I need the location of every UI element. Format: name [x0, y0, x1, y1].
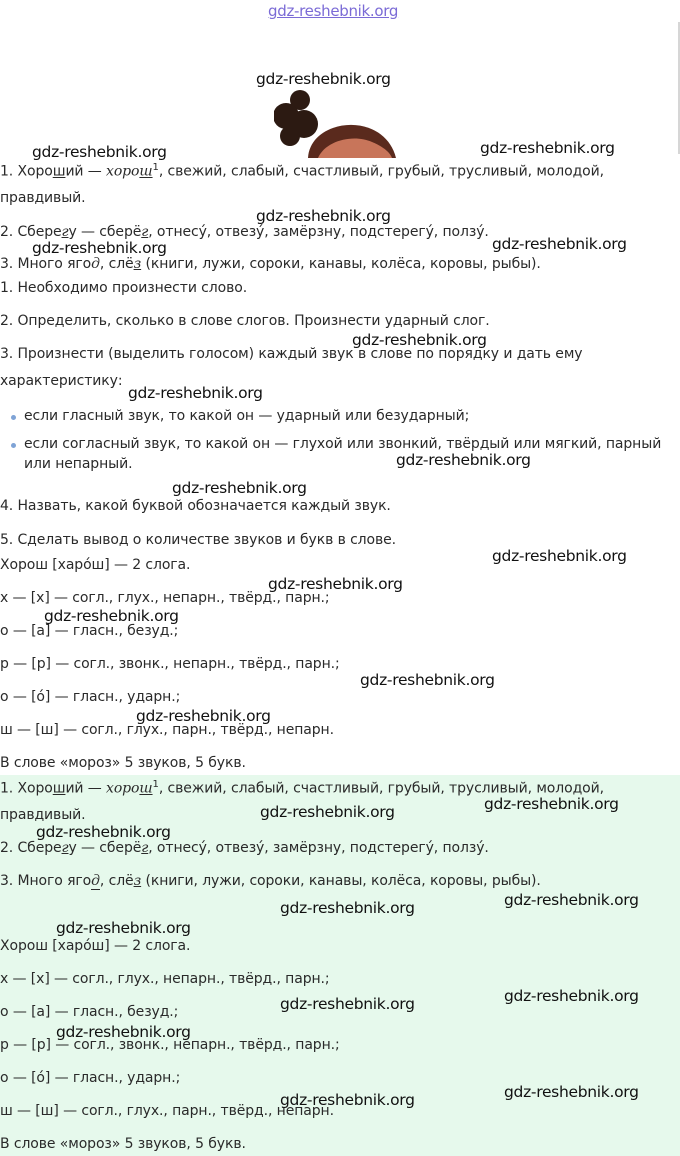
answer-line-1b: правдивый.: [0, 190, 86, 206]
watermark: gdz-reshebnik.org: [396, 451, 531, 469]
watermark: gdz-reshebnik.org: [352, 331, 487, 349]
watermark: gdz-reshebnik.org: [32, 239, 167, 257]
analysis-line: х — [х] — согл., глух., непарн., твёрд., парн.;: [0, 971, 330, 987]
watermark: gdz-reshebnik.org: [280, 995, 415, 1013]
analysis-line: о — [а] — гласн., безуд.;: [0, 623, 179, 639]
watermark: gdz-reshebnik.org: [128, 384, 263, 402]
watermark: gdz-reshebnik.org: [36, 823, 171, 841]
analysis-line: р — [р] — согл., звонк., непарн., твёрд., парн.;: [0, 1037, 340, 1053]
watermark: gdz-reshebnik.org: [256, 70, 391, 88]
watermark: gdz-reshebnik.org: [492, 547, 627, 565]
analysis-heading: Хорош [харо́ш] — 2 слога.: [0, 938, 191, 954]
watermark: gdz-reshebnik.org: [484, 795, 619, 813]
answer-line-1: 1. Хороший — хорош$^1$, свежий, слабый, счастливый, грубый, трусливый, молодой,: [0, 779, 604, 797]
answer-line-2: 2. Сберегу — сберёг, отнесу́, отвезу́, замёрзну, подстерегу́, ползу́.: [0, 840, 489, 856]
bullet-2-cont: или непарный.: [24, 456, 133, 472]
analysis-line: о — [а] — гласн., безуд.;: [0, 1004, 179, 1020]
watermark: gdz-reshebnik.org: [172, 479, 307, 497]
watermark: gdz-reshebnik.org: [504, 987, 639, 1005]
watermark: gdz-reshebnik.org: [44, 607, 179, 625]
analysis-line: х — [х] — согл., глух., непарн., твёрд., парн.;: [0, 590, 330, 606]
watermark: gdz-reshebnik.org: [360, 671, 495, 689]
character-illustration: [274, 88, 398, 158]
analysis-line: ш — [ш] — согл., глух., парн., твёрд., непарн.: [0, 1103, 334, 1119]
answer-line-3: 3. Много ягод, слёз (книги, лужи, сороки, канавы, колёса, коровы, рыбы).: [0, 873, 541, 889]
bullet-1: если гласный звук, то какой он — ударный или безударный;: [24, 408, 470, 424]
bullet-icon: [11, 443, 16, 448]
bullet-icon: [11, 415, 16, 420]
watermark: gdz-reshebnik.org: [280, 899, 415, 917]
answer-line-1: 1. Хороший — хорош$^1$, свежий, слабый, счастливый, грубый, трусливый, молодой,: [0, 162, 604, 180]
site-link[interactable]: gdz-reshebnik.org: [268, 2, 399, 20]
analysis-line: о — [о́] — гласн., ударн.;: [0, 1070, 181, 1086]
watermark: gdz-reshebnik.org: [268, 575, 403, 593]
analysis-line: о — [о́] — гласн., ударн.;: [0, 689, 181, 705]
answer-line-3: 3. Много ягод, слёз (книги, лужи, сороки, канавы, колёса, коровы, рыбы).: [0, 256, 541, 272]
watermark: gdz-reshebnik.org: [504, 1083, 639, 1101]
analysis-summary: В слове «мороз» 5 звуков, 5 букв.: [0, 1136, 246, 1152]
watermark: gdz-reshebnik.org: [136, 707, 271, 725]
watermark: gdz-reshebnik.org: [504, 891, 639, 909]
watermark: gdz-reshebnik.org: [280, 1091, 415, 1109]
answer-line-2: 2. Сберегу — сберёг, отнесу́, отвезу́, замёрзну, подстерегу́, ползу́.: [0, 224, 489, 240]
watermark: gdz-reshebnik.org: [56, 919, 191, 937]
analysis-line: р — [р] — согл., звонк., непарн., твёрд., парн.;: [0, 656, 340, 672]
step-1: 1. Необходимо произнести слово.: [0, 280, 248, 296]
watermark: gdz-reshebnik.org: [32, 143, 167, 161]
step-5: 5. Сделать вывод о количестве звуков и букв в слове.: [0, 532, 397, 548]
watermark: gdz-reshebnik.org: [260, 803, 395, 821]
watermark: gdz-reshebnik.org: [492, 235, 627, 253]
step-3: 3. Произнести (выделить голосом) каждый звук в слове по порядку и дать ему: [0, 346, 583, 362]
watermark: gdz-reshebnik.org: [480, 139, 615, 157]
analysis-heading: Хорош [харо́ш] — 2 слога.: [0, 557, 191, 573]
bullet-2: если согласный звук, то какой он — глухой или звонкий, твёрдый или мягкий, парный: [24, 436, 662, 452]
watermark: gdz-reshebnik.org: [56, 1023, 191, 1041]
watermark: gdz-reshebnik.org: [256, 207, 391, 225]
step-4: 4. Назвать, какой буквой обозначается каждый звук.: [0, 498, 391, 514]
step-3-cont: характеристику:: [0, 373, 123, 389]
analysis-line: ш — [ш] — согл., глух., парн., твёрд., непарн.: [0, 722, 334, 738]
analysis-summary: В слове «мороз» 5 звуков, 5 букв.: [0, 755, 246, 771]
answer-line-1b: правдивый.: [0, 807, 86, 823]
step-2: 2. Определить, сколько в слове слогов. Произнести ударный слог.: [0, 313, 490, 329]
